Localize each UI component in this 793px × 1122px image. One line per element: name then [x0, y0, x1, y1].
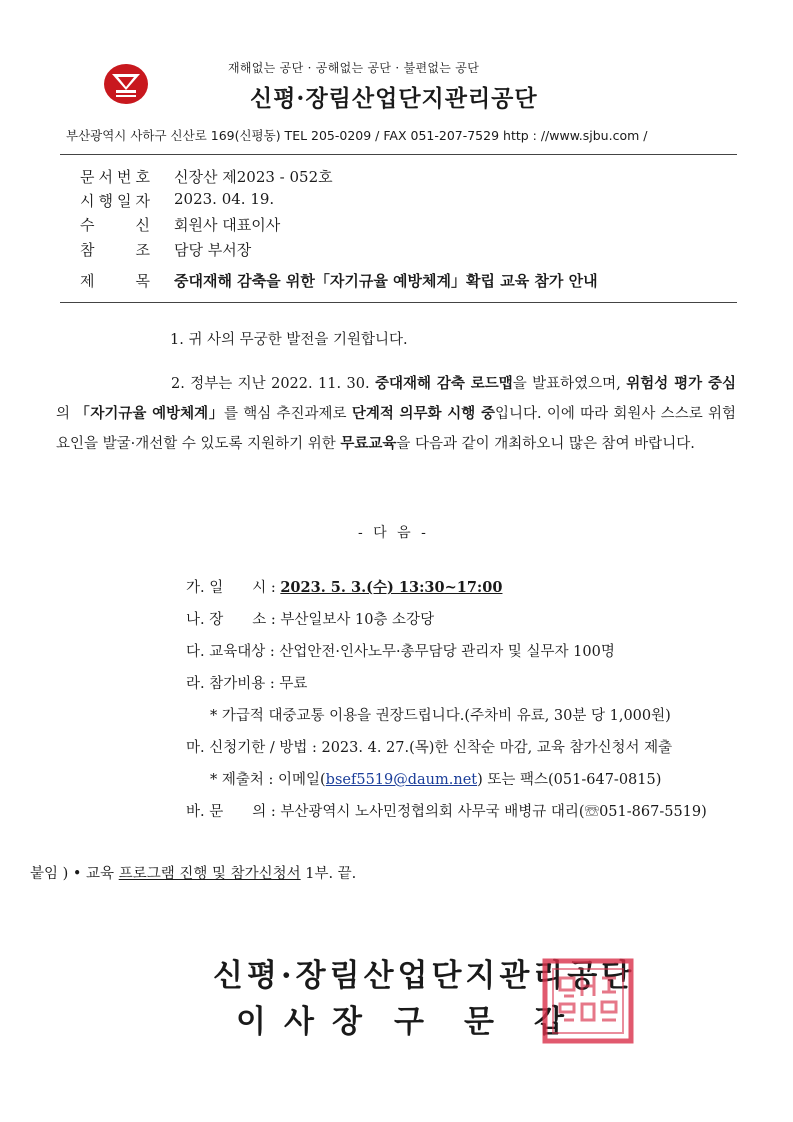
org-address: 부산광역시 사하구 신산로 169(신평동) TEL 205-0209 / FAX 051-207-7529 http : //www.sjbu.com /: [66, 128, 648, 143]
meta-value: 중대재해 감축을 위한「자기규율 예방체계」확립 교육 참가 안내: [174, 272, 598, 290]
org-title: 신평·장림산업단지관리공단: [250, 85, 538, 112]
slogan: 재해없는 공단 · 공해없는 공단 · 불편없는 공단: [228, 61, 480, 75]
meta-label: 제 목: [80, 272, 150, 290]
attachment-line: 붙임 ) • 교육 프로그램 진행 및 참가신청서 1부. 끝.: [30, 866, 357, 882]
meta-label: 시 행 일 자: [80, 192, 150, 210]
official-seal-icon: [542, 958, 634, 1044]
detail-contact: 바. 문 의 : 부산광역시 노사민정협의회 사무국 배병규 대리(☏051-867-5519): [186, 804, 707, 820]
detail-deadline: 마. 신청기한 / 방법 : 2023. 4. 27.(목)한 신착순 마감, 교육 참가신청서 제출: [186, 740, 673, 756]
paragraph-greeting: 1. 귀 사의 무궁한 발전을 기원합니다.: [170, 332, 408, 348]
meta-value: 2023. 04. 19.: [174, 190, 275, 208]
meta-value: 담당 부서장: [174, 241, 252, 259]
signature-org: 신평·장림산업단지관리공단: [213, 958, 636, 994]
email-link[interactable]: bsef5519@daum.net: [325, 772, 478, 788]
divider-bottom: [60, 302, 737, 303]
divider-top: [60, 154, 737, 155]
org-logo-icon: [102, 60, 150, 106]
detail-target: 다. 교육대상 : 산업안전·인사노무·총무담당 관리자 및 실무자 100명: [186, 644, 615, 660]
paragraph-main: 2. 정부는 지난 2022. 11. 30. 중대재해 감축 로드맵을 발표하였으며, 위험성 평가 중심의 「자기규율 예방체계」를 핵심 추진과제로 단계적 의무화 시행 중입니다. 이에 따라 회원사 스스로 위험요인을 발굴·개선할 수 있도록 지원하기 위한 무료교육을 다음과 같이 개최하오니 많은 참여 바랍니다.: [56, 375, 736, 452]
meta-label: 참 조: [80, 241, 150, 259]
detail-place: 나. 장 소 : 부산일보사 10층 소강당: [186, 612, 435, 628]
detail-cost: 라. 참가비용 : 무료: [186, 676, 308, 692]
section-heading: - 다 음 -: [358, 525, 429, 541]
meta-label: 문 서 번 호: [80, 168, 150, 186]
meta-value: 신장산 제2023 - 052호: [174, 168, 333, 186]
meta-label: 수 신: [80, 216, 150, 234]
detail-submit: * 제출처 : 이메일(bsef5519@daum.net) 또는 팩스(051-647-0815): [210, 772, 662, 788]
meta-value: 회원사 대표이사: [174, 216, 281, 234]
detail-date: 가. 일 시 : 2023. 5. 3.(수) 13:30~17:00: [186, 579, 503, 596]
detail-cost-note: * 가급적 대중교통 이용을 권장드립니다.(주차비 유료, 30분 당 1,000원): [210, 708, 671, 724]
